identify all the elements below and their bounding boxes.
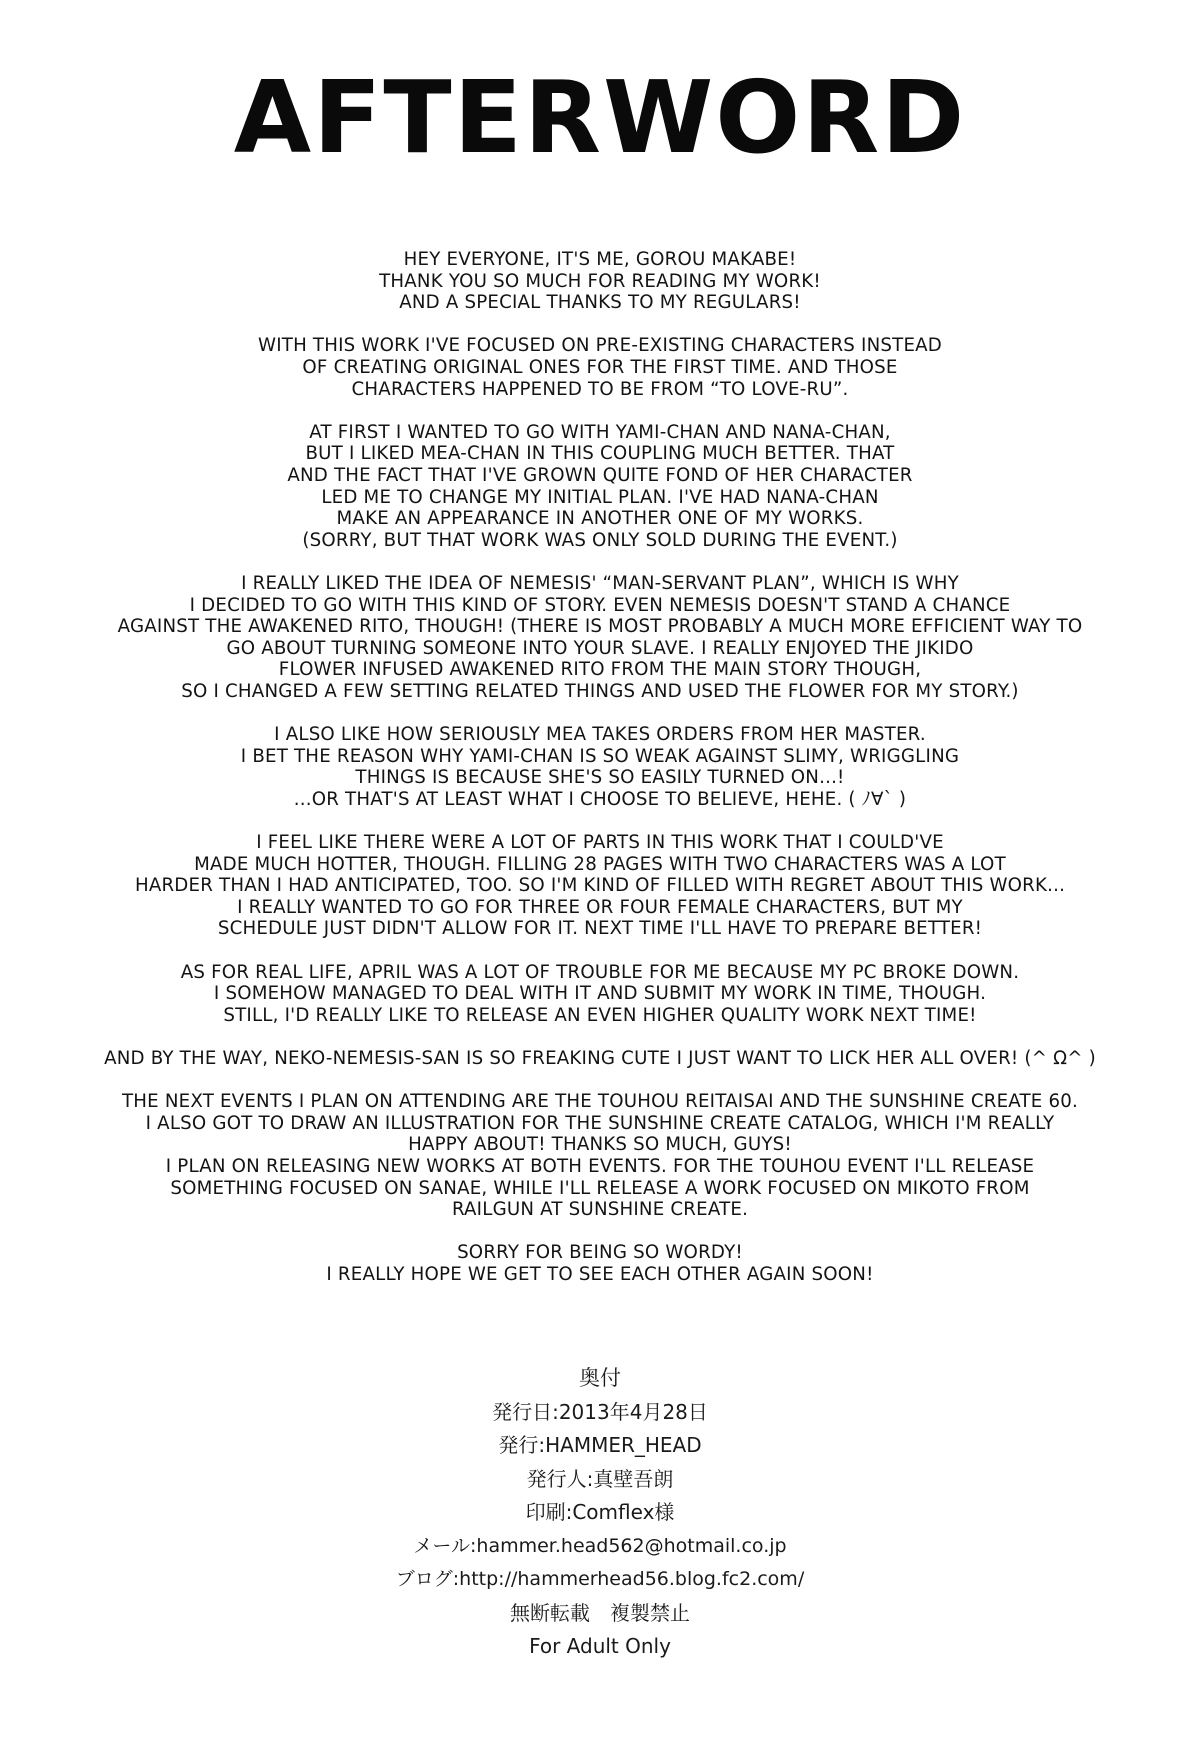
text-line: AS FOR REAL LIFE, APRIL WAS A LOT OF TROUBLE FOR ME BECAUSE MY PC BROKE DOWN.: [180, 961, 1020, 983]
paragraph-story: [40, 573, 1160, 703]
adult-notice: For Adult Only: [529, 1634, 671, 1658]
afterword-body: [40, 249, 1160, 1307]
text-line: I DECIDED TO GO WITH THIS KIND OF STORY. EVEN NEMESIS DOESN'T STAND A CHANCE: [189, 594, 1011, 616]
text-line: MAKE AN APPEARANCE IN ANOTHER ONE OF MY WORKS.: [336, 508, 864, 530]
text-line: THANK YOU SO MUCH FOR READING MY WORK!: [379, 270, 821, 292]
text-line: MADE MUCH HOTTER, THOUGH. FILLING 28 PAGES WITH TWO CHARACTERS WAS A LOT: [194, 853, 1006, 875]
text-line: HAPPY ABOUT! THANKS SO MUCH, GUYS!: [408, 1134, 792, 1156]
text-line: I ALSO LIKE HOW SERIOUSLY MEA TAKES ORDERS FROM HER MASTER.: [274, 724, 926, 746]
paragraph-regret: [40, 832, 1160, 940]
issuer: 発行人:真壁吾朗: [526, 1466, 674, 1491]
text-line: ...OR THAT'S AT LEAST WHAT I CHOOSE TO BELIEVE, HEHE. ( ﾉ∀` ): [293, 788, 907, 810]
text-line: (SORRY, BUT THAT WORK WAS ONLY SOLD DURING THE EVENT.): [302, 529, 898, 551]
text-line: LED ME TO CHANGE MY INITIAL PLAN. I'VE HAD NANA-CHAN: [321, 486, 879, 508]
blog-url: ブログ:http://hammerhead56.blog.fc2.com/: [395, 1568, 805, 1590]
text-line: WITH THIS WORK I'VE FOCUSED ON PRE-EXISTING CHARACTERS INSTEAD: [258, 335, 942, 357]
paragraph-characters: [40, 335, 1160, 400]
text-line: THE NEXT EVENTS I PLAN ON ATTENDING ARE THE TOUHOU REITAISAI AND THE SUNSHINE CREATE 60.: [122, 1091, 1078, 1113]
text-line: RAILGUN AT SUNSHINE CREATE.: [451, 1199, 749, 1221]
text-line: I ALSO GOT TO DRAW AN ILLUSTRATION FOR THE SUNSHINE CREATE CATALOG, WHICH I'M REALLY: [145, 1112, 1055, 1134]
text-line: HARDER THAN I HAD ANTICIPATED, TOO. SO I'M KIND OF FILLED WITH REGRET ABOUT THIS WORK...: [134, 875, 1066, 897]
text-line: AGAINST THE AWAKENED RITO, THOUGH! (THERE IS MOST PROBABLY A MUCH MORE EFFICIENT WAY TO: [117, 616, 1083, 638]
text-line: OF CREATING ORIGINAL ONES FOR THE FIRST TIME. AND THOSE: [302, 356, 898, 378]
paragraph-plan: [40, 422, 1160, 552]
text-line: GO ABOUT TURNING SOMEONE INTO YOUR SLAVE. I REALLY ENJOYED THE JIKIDO: [226, 637, 974, 659]
text-line: AND BY THE WAY, NEKO-NEMESIS-SAN IS SO FREAKING CUTE I JUST WANT TO LICK HER ALL OVER! (^ Ω^ ): [104, 1047, 1096, 1069]
text-line: AT FIRST I WANTED TO GO WITH YAMI-CHAN AND NANA-CHAN,: [309, 421, 891, 443]
issue-date: 発行日:2013年4月28日: [492, 1399, 708, 1424]
text-line: I BET THE REASON WHY YAMI-CHAN IS SO WEAK AGAINST SLIMY, WRIGGLING: [240, 745, 960, 767]
text-line: I PLAN ON RELEASING NEW WORKS AT BOTH EVENTS. FOR THE TOUHOU EVENT I'LL RELEASE: [165, 1155, 1035, 1177]
colophon: [0, 1362, 1200, 1664]
text-line: SCHEDULE JUST DIDN'T ALLOW FOR IT. NEXT TIME I'LL HAVE TO PREPARE BETTER!: [217, 918, 983, 940]
text-line: SORRY FOR BEING SO WORDY!: [457, 1242, 743, 1264]
paragraph-real-life: [40, 962, 1160, 1027]
text-line: THINGS IS BECAUSE SHE'S SO EASILY TURNED ON...!: [355, 767, 845, 789]
text-line: I FEEL LIKE THERE WERE A LOT OF PARTS IN THIS WORK THAT I COULD'VE: [256, 832, 944, 854]
publisher: 発行:HAMMER_HEAD: [498, 1433, 702, 1457]
text-line: I REALLY LIKED THE IDEA OF NEMESIS' “MAN-SERVANT PLAN”, WHICH IS WHY: [241, 572, 959, 594]
page-title: AFTERWORD: [233, 59, 967, 176]
text-line: I REALLY WANTED TO GO FOR THREE OR FOUR FEMALE CHARACTERS, BUT MY: [237, 896, 963, 918]
text-line: SOMETHING FOCUSED ON SANAE, WHILE I'LL RELEASE A WORK FOCUSED ON MIKOTO FROM: [170, 1177, 1030, 1199]
printing: 印刷:Comflex様: [525, 1500, 675, 1524]
text-line: I SOMEHOW MANAGED TO DEAL WITH IT AND SUBMIT MY WORK IN TIME, THOUGH.: [213, 983, 987, 1005]
text-line: FLOWER INFUSED AWAKENED RITO FROM THE MAIN STORY THOUGH,: [278, 659, 922, 681]
colophon-heading: 奥付: [579, 1366, 621, 1390]
paragraph-events: [40, 1091, 1160, 1221]
paragraph-mea: [40, 724, 1160, 810]
text-line: STILL, I'D REALLY LIKE TO RELEASE AN EVEN HIGHER QUALITY WORK NEXT TIME!: [223, 1004, 977, 1026]
paragraph-greeting: [40, 249, 1160, 314]
mail-address: メール:hammer.head562@hotmail.co.jp: [413, 1534, 787, 1557]
paragraph-closing: [40, 1242, 1160, 1285]
text-line: AND A SPECIAL THANKS TO MY REGULARS!: [399, 292, 801, 314]
text-line: SO I CHANGED A FEW SETTING RELATED THINGS AND USED THE FLOWER FOR MY STORY.): [181, 680, 1019, 702]
paragraph-neko-nemesis: [40, 1048, 1160, 1070]
text-line: AND THE FACT THAT I'VE GROWN QUITE FOND OF HER CHARACTER: [287, 464, 913, 486]
text-line: CHARACTERS HAPPENED TO BE FROM “TO LOVE-RU”.: [351, 378, 849, 400]
text-line: BUT I LIKED MEA-CHAN IN THIS COUPLING MUCH BETTER. THAT: [305, 443, 895, 465]
text-line: I REALLY HOPE WE GET TO SEE EACH OTHER AGAIN SOON!: [326, 1263, 874, 1285]
text-line: HEY EVERYONE, IT'S ME, GOROU MAKABE!: [403, 249, 797, 270]
reproduction-notice: 無断転載 複製禁止: [510, 1600, 690, 1625]
